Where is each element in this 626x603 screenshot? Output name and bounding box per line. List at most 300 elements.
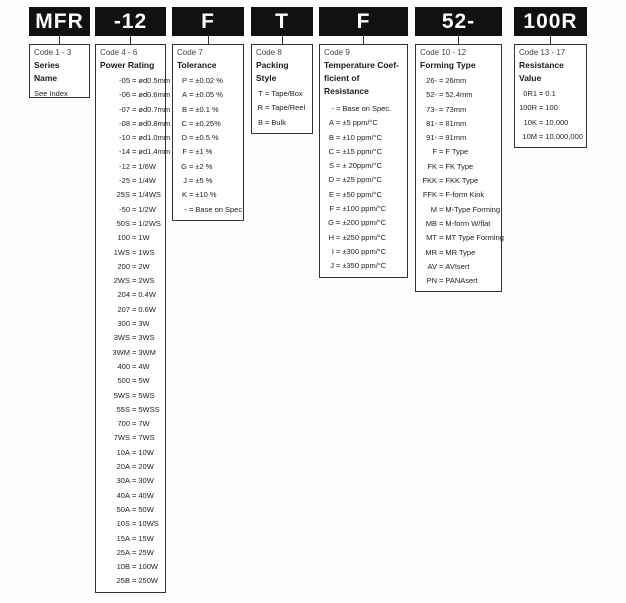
code-range: Code 9 (324, 48, 350, 57)
code-range: Code 7 (177, 48, 203, 57)
code-item (177, 74, 239, 88)
code-item (100, 317, 161, 331)
code-item (420, 74, 497, 88)
code-item (324, 159, 403, 173)
equals-sign: = (265, 89, 270, 98)
code-item (519, 116, 582, 130)
item-meaning: Base on Spec. (195, 204, 245, 214)
item-code: A (328, 118, 334, 128)
code-item (420, 246, 497, 260)
item-code: D (328, 175, 334, 185)
code-item (100, 503, 161, 517)
item-meaning: Tape/Reel (271, 103, 306, 113)
item-code: 0R1 (523, 89, 537, 98)
code-item (324, 259, 403, 273)
item-code: - (184, 204, 187, 214)
item-meaning: ±15 ppm/°C (342, 146, 383, 156)
item-code: FFK (422, 190, 437, 200)
equals-sign: = (132, 261, 137, 271)
item-code: 500 (117, 376, 130, 386)
item-meaning: MR Type (445, 247, 476, 257)
item-code: J (183, 176, 187, 186)
item-meaning: 1/4W (138, 176, 156, 186)
item-meaning: 50W (138, 504, 154, 514)
item-meaning: ød0.7mm (138, 104, 171, 114)
equals-sign: = (439, 133, 444, 143)
equals-sign: = (439, 161, 444, 171)
equals-sign: = (336, 118, 341, 128)
item-meaning: 20W (138, 462, 154, 472)
section-title: Power Rating (100, 60, 155, 70)
code-item (100, 274, 161, 288)
item-meaning: M-form W/flat (445, 218, 491, 228)
code-item (100, 303, 161, 317)
item-meaning: 0.4W (138, 290, 156, 300)
column-forming-type (415, 7, 502, 292)
item-code: 15A (116, 533, 130, 543)
item-code: M (430, 204, 437, 214)
item-code: 50S (116, 218, 130, 228)
section-title: Packing Style (256, 60, 289, 83)
item-code: 1WS (113, 247, 130, 257)
code-item (324, 231, 403, 245)
item-list (34, 87, 85, 101)
item-code: I (331, 246, 334, 256)
item-code: 5WS (113, 390, 130, 400)
code-item (100, 103, 171, 117)
item-code: H (328, 232, 334, 242)
item-code: 25B (116, 576, 130, 586)
item-meaning: ±1 % (195, 147, 213, 157)
item-meaning: 73mm (445, 104, 467, 114)
equals-sign: = (132, 147, 137, 157)
item-code: 10B (116, 562, 130, 572)
equals-sign: = (132, 161, 137, 171)
item-meaning: 40W (138, 490, 154, 500)
code-item (256, 116, 308, 130)
code-item (420, 160, 497, 174)
equals-sign: = (439, 204, 444, 214)
item-code: J (330, 261, 334, 271)
item-meaning: M-Type Forming (445, 204, 500, 214)
item-meaning: ød0.5mm (138, 76, 171, 85)
section-title: Tolerance (177, 60, 217, 70)
header-series-code: MFR (29, 7, 90, 36)
item-meaning: F-form Kink (445, 190, 485, 200)
column-resistance-value (514, 7, 587, 148)
item-code: 40A (116, 490, 130, 500)
column-temperature-coefficient (319, 7, 408, 278)
item-code: 25A (116, 547, 130, 557)
code-item (100, 431, 161, 445)
equals-sign: = (132, 576, 137, 586)
equals-sign: = (132, 276, 137, 286)
item-meaning: ±350 ppm/°C (342, 261, 387, 271)
code-item (177, 145, 239, 159)
item-code: A (181, 90, 187, 100)
code-range: Code 8 (256, 48, 282, 57)
code-item (256, 87, 308, 101)
code-item (177, 117, 239, 131)
equals-sign: = (439, 104, 444, 114)
section-title: Resistance Value (519, 60, 564, 83)
equals-sign: = (336, 218, 341, 228)
code-item (34, 87, 85, 101)
item-meaning: ød1.4mm (138, 147, 171, 157)
item-meaning: 250W (138, 576, 158, 586)
equals-sign: = (132, 533, 137, 543)
item-meaning: ±10 % (195, 190, 217, 200)
item-meaning: 1WS (138, 247, 155, 257)
item-code: 73- (426, 104, 437, 114)
code-item (324, 245, 403, 259)
equals-sign: = (132, 190, 137, 200)
equals-sign: = (336, 132, 341, 142)
code-item (100, 517, 161, 531)
column-power-rating (95, 7, 171, 593)
equals-sign: = (132, 419, 137, 429)
item-code: 10M (522, 131, 537, 141)
item-code: 10K (523, 117, 537, 127)
item-meaning: ±25 ppm/°C (342, 175, 383, 185)
item-code: -08 (119, 118, 130, 128)
code-item (420, 231, 504, 245)
code-item (100, 217, 161, 231)
item-code: -12 (119, 161, 130, 171)
code-item (420, 88, 497, 102)
item-code: 100 (117, 233, 130, 243)
code-item (100, 389, 161, 403)
item-meaning: 7W (138, 419, 150, 429)
equals-sign: = (132, 433, 137, 443)
equals-sign: = (539, 89, 544, 98)
code-item (519, 101, 582, 115)
equals-sign: = (132, 490, 137, 500)
code-item (420, 188, 497, 202)
item-meaning: 3WS (138, 333, 155, 343)
code-item (100, 174, 161, 188)
item-code: D (181, 133, 187, 143)
equals-sign: = (336, 189, 341, 199)
item-code: R (257, 103, 263, 113)
item-code: G (181, 161, 187, 171)
equals-sign: = (336, 175, 341, 185)
code-item (324, 188, 403, 202)
item-code: 100R (519, 103, 537, 113)
column-packing-style (251, 7, 313, 134)
header-tolerance-code: F (172, 7, 244, 36)
item-meaning: 91mm (445, 133, 467, 143)
item-meaning: MT Type Forming (445, 233, 504, 243)
item-meaning: ±100 ppm/°C (342, 204, 387, 214)
section-title (324, 59, 403, 98)
equals-sign: = (189, 118, 194, 128)
code-item (420, 117, 497, 131)
equals-sign: = (189, 204, 194, 214)
item-meaning: Tape/Box (271, 89, 303, 98)
equals-sign: = (132, 133, 137, 143)
item-code: -07 (119, 104, 130, 114)
code-item (324, 116, 403, 130)
item-code: G (328, 218, 334, 228)
code-item (100, 460, 161, 474)
equals-sign: = (439, 176, 444, 186)
item-list (420, 74, 504, 288)
item-meaning: 10,000,000 (545, 131, 583, 141)
item-code: 300 (117, 319, 130, 329)
equals-sign: = (539, 103, 544, 113)
code-item (324, 102, 403, 116)
item-code: B (257, 117, 263, 127)
code-item (519, 130, 582, 144)
equals-sign: = (189, 90, 194, 100)
item-code: P (181, 76, 187, 85)
equals-sign: = (132, 104, 137, 114)
item-code: 10A (116, 447, 130, 457)
equals-sign: = (132, 118, 137, 128)
equals-sign: = (439, 118, 444, 128)
code-item (100, 346, 161, 360)
code-item (420, 131, 497, 145)
series-name-box (29, 44, 90, 98)
equals-sign: = (132, 547, 137, 557)
item-meaning: ±0.25% (195, 118, 221, 128)
item-code: -10 (119, 133, 130, 143)
item-meaning: 1/2W (138, 204, 156, 214)
code-item (100, 546, 161, 560)
code-range: Code 4 - 6 (100, 48, 138, 57)
equals-sign: = (189, 147, 194, 157)
header-resistance-code: 100R (514, 7, 587, 36)
item-list (177, 74, 245, 217)
equals-sign: = (132, 519, 137, 529)
code-item (100, 74, 171, 88)
item-code: FK (427, 161, 437, 171)
power-rating-box (95, 44, 171, 593)
item-code: -06 (119, 90, 130, 100)
tcr-box (319, 44, 408, 278)
equals-sign: = (132, 404, 137, 414)
code-item (100, 560, 161, 574)
item-meaning: ±200 ppm/°C (342, 218, 387, 228)
item-code: -14 (119, 147, 130, 157)
equals-sign: = (265, 103, 270, 113)
item-list (100, 74, 171, 589)
item-code: F (182, 147, 187, 157)
item-code: 10S (116, 519, 130, 529)
item-code: 400 (117, 361, 130, 371)
item-code: F (432, 147, 437, 157)
item-meaning: 5WS (138, 390, 155, 400)
item-meaning: 10WS (138, 519, 159, 529)
code-item (256, 101, 308, 115)
equals-sign: = (132, 462, 137, 472)
item-code: 52- (426, 90, 437, 100)
code-item (324, 202, 403, 216)
item-meaning: ±0.05 % (195, 90, 223, 100)
code-range: Code 13 - 17 (519, 48, 566, 57)
code-item (177, 203, 245, 217)
equals-sign: = (439, 76, 444, 85)
item-meaning: 26mm (445, 76, 467, 85)
item-list (256, 87, 308, 130)
equals-sign: = (539, 131, 544, 141)
section-title-line-2: ficient of Resistance (324, 73, 369, 96)
item-code: S (328, 161, 334, 171)
code-item (100, 131, 171, 145)
item-code: T (258, 89, 263, 98)
equals-sign: = (132, 290, 137, 300)
item-code: 2WS (113, 276, 130, 286)
equals-sign: = (132, 218, 137, 228)
item-meaning: 5W (138, 376, 150, 386)
item-meaning: 15W (138, 533, 154, 543)
item-meaning: 2W (138, 261, 150, 271)
item-code: 207 (117, 304, 130, 314)
item-code: 81- (426, 118, 437, 128)
code-item (100, 160, 161, 174)
equals-sign: = (189, 161, 194, 171)
equals-sign: = (132, 447, 137, 457)
item-meaning: Bulk (271, 117, 286, 127)
equals-sign: = (132, 504, 137, 514)
equals-sign: = (189, 104, 194, 114)
item-code: 55S (116, 404, 130, 414)
item-code: 20A (116, 462, 130, 472)
equals-sign: = (132, 319, 137, 329)
equals-sign: = (132, 233, 137, 243)
item-meaning: ød0.8mm (138, 118, 171, 128)
item-meaning: 100W (138, 562, 158, 572)
code-item (100, 474, 161, 488)
item-meaning: 0.6W (138, 304, 156, 314)
header-tcr-code: F (319, 7, 408, 36)
equals-sign: = (336, 146, 341, 156)
code-item (420, 203, 500, 217)
item-list (519, 87, 582, 144)
equals-sign: = (439, 247, 444, 257)
connector-line (130, 36, 131, 44)
code-item (324, 145, 403, 159)
code-item (100, 117, 171, 131)
equals-sign: = (439, 276, 444, 286)
equals-sign: = (189, 190, 194, 200)
item-code: 204 (117, 290, 130, 300)
item-code: MB (425, 218, 437, 228)
code-item (420, 274, 497, 288)
code-item (100, 417, 161, 431)
item-code: 7WS (113, 433, 130, 443)
item-meaning: 1/6W (138, 161, 156, 171)
item-meaning: ±2 % (195, 161, 213, 171)
code-item (100, 532, 161, 546)
code-range: Code 10 - 12 (420, 48, 467, 57)
code-item (100, 260, 161, 274)
item-code: FKK (422, 176, 437, 186)
item-meaning: 3WM (138, 347, 156, 357)
connector-line (208, 36, 209, 44)
equals-sign: = (132, 76, 137, 85)
code-item (100, 360, 161, 374)
connector-line (458, 36, 459, 44)
item-code: 3WS (113, 333, 130, 343)
item-code: 30A (116, 476, 130, 486)
item-meaning: FK Type (445, 161, 474, 171)
item-meaning: 10,000 (545, 117, 569, 127)
equals-sign: = (439, 261, 444, 271)
item-code: C (181, 118, 187, 128)
connector-line (282, 36, 283, 44)
header-packing-code: T (251, 7, 313, 36)
connector-line (550, 36, 551, 44)
section-title: Series Name (34, 60, 60, 83)
code-item (177, 88, 239, 102)
item-code: C (328, 146, 334, 156)
code-item (100, 88, 171, 102)
item-code: -05 (119, 76, 130, 85)
item-meaning: ±250 ppm/°C (342, 232, 387, 242)
equals-sign: = (132, 90, 137, 100)
equals-sign: = (189, 133, 194, 143)
column-series (29, 7, 90, 98)
item-meaning: 1W (138, 233, 150, 243)
equals-sign: = (132, 361, 137, 371)
equals-sign: = (336, 246, 341, 256)
code-item (100, 288, 161, 302)
equals-sign: = (336, 204, 341, 214)
code-item (420, 174, 497, 188)
code-item (100, 203, 161, 217)
equals-sign: = (439, 233, 444, 243)
code-item (177, 174, 239, 188)
code-item (420, 260, 497, 274)
item-code: 50A (116, 504, 130, 514)
item-code: F (329, 204, 334, 214)
equals-sign: = (336, 261, 341, 271)
item-meaning: 52.4mm (445, 90, 473, 100)
item-code: MR (425, 247, 437, 257)
code-item (324, 216, 403, 230)
item-meaning: ød0.6mm (138, 90, 171, 100)
equals-sign: = (439, 90, 444, 100)
packing-style-box (251, 44, 313, 134)
equals-sign: = (265, 117, 270, 127)
code-item (100, 246, 161, 260)
tolerance-box (172, 44, 244, 221)
equals-sign: = (132, 304, 137, 314)
column-tolerance (172, 7, 244, 221)
code-item (519, 87, 582, 101)
code-item (100, 446, 161, 460)
code-item (324, 173, 403, 187)
header-forming-code: 52- (415, 7, 502, 36)
equals-sign: = (439, 147, 444, 157)
item-meaning: 81mm (445, 118, 467, 128)
item-code: E (328, 189, 334, 199)
item-meaning: 10W (138, 447, 154, 457)
item-code: B (328, 132, 334, 142)
equals-sign: = (439, 190, 444, 200)
code-item (100, 574, 161, 588)
item-code: B (181, 104, 187, 114)
equals-sign: = (132, 390, 137, 400)
equals-sign: = (189, 76, 194, 85)
equals-sign: = (132, 247, 137, 257)
code-item (100, 145, 171, 159)
item-meaning: 30W (138, 476, 154, 486)
code-item (100, 331, 161, 345)
item-meaning: 25W (138, 547, 154, 557)
